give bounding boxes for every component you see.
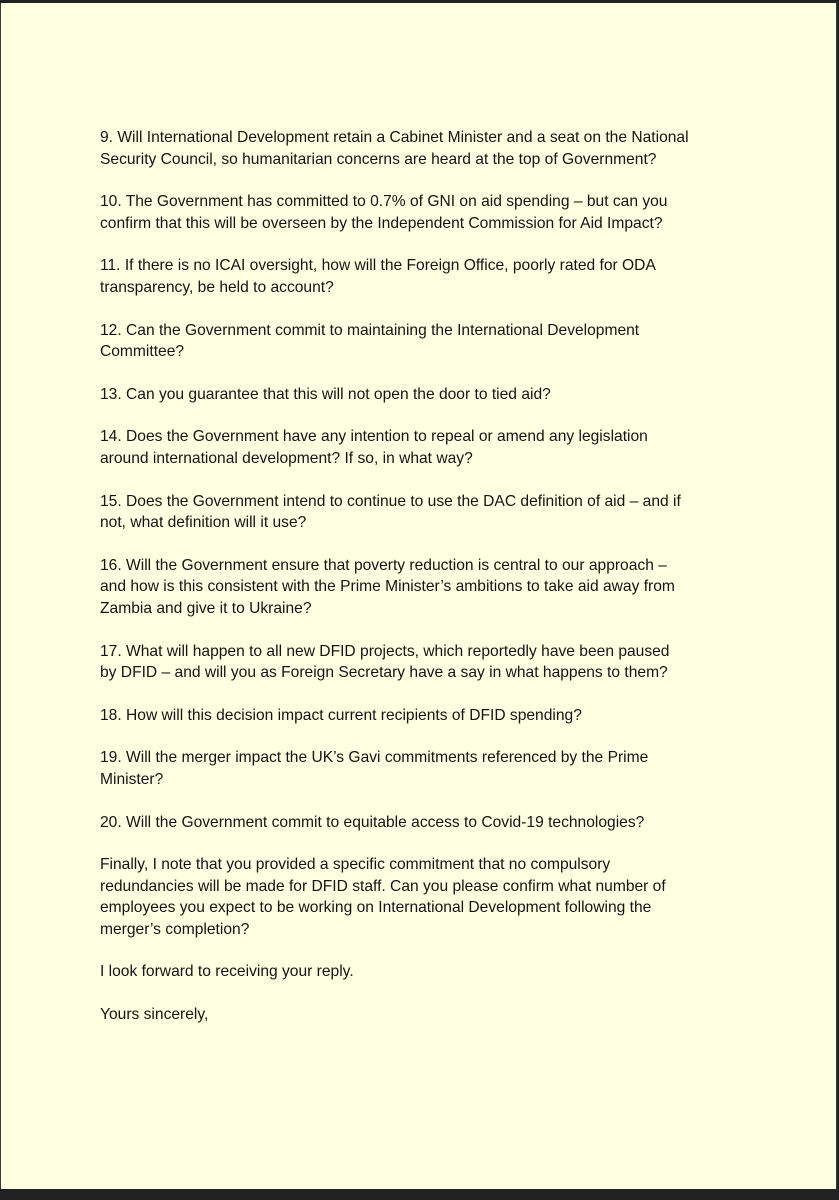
question-12: [100, 320, 780, 363]
text-line: Finally, I note that you provided a specific commitment that no compulsory: [100, 856, 611, 874]
question-20: [100, 812, 780, 834]
text-line: Minister?: [100, 770, 164, 788]
question-17: [100, 641, 780, 684]
question-15: [100, 491, 780, 534]
question-11: [100, 255, 780, 298]
question-19: [100, 747, 780, 790]
text-line: 10. The Government has committed to 0.7% of GNI on aid spending – but can you: [100, 193, 668, 211]
question-9: [100, 127, 780, 170]
text-line: 18. How will this decision impact current recipients of DFID spending?: [100, 706, 582, 724]
text-line: 12. Can the Government commit to maintaining the International Development: [100, 321, 640, 339]
text-line: 15. Does the Government intend to continue to use the DAC definition of aid – and if: [100, 492, 681, 510]
text-line: merger’s completion?: [100, 920, 250, 938]
text-line: 17. What will happen to all new DFID projects, which reportedly have been paused: [100, 642, 670, 660]
text-line: Zambia and give it to Ukraine?: [100, 599, 312, 617]
text-line: redundancies will be made for DFID staff. Can you please confirm what number of: [100, 877, 666, 895]
text-line: confirm that this will be overseen by the Independent Commission for Aid Impact?: [100, 214, 663, 232]
question-18: [100, 705, 780, 727]
reply-request: [100, 961, 780, 983]
text-line: 19. Will the merger impact the UK’s Gavi commitments referenced by the Prime: [100, 749, 649, 767]
text-line: and how is this consistent with the Prime Minister’s ambitions to take aid away from: [100, 578, 675, 596]
bottom-bar: [0, 1189, 839, 1200]
closing-paragraph: [100, 854, 780, 940]
text-line: I look forward to receiving your reply.: [100, 963, 354, 981]
letter-body: [100, 127, 780, 1047]
text-line: Yours sincerely,: [100, 1006, 209, 1024]
text-line: 16. Will the Government ensure that poverty reduction is central to our approach –: [100, 556, 667, 574]
text-line: Committee?: [100, 343, 185, 361]
text-line: 9. Will International Development retain a Cabinet Minister and a seat on the National: [100, 129, 689, 146]
text-line: 20. Will the Government commit to equitable access to Covid-19 technologies?: [100, 813, 645, 831]
text-line: Security Council, so humanitarian concerns are heard at the top of Government?: [100, 150, 657, 168]
text-line: by DFID – and will you as Foreign Secretary have a say in what happens to them?: [100, 664, 668, 681]
text-line: employees you expect to be working on International Development following the: [100, 899, 652, 917]
question-16: [100, 555, 780, 620]
text-line: transparency, be held to account?: [100, 278, 334, 296]
text-line: 14. Does the Government have any intention to repeal or amend any legislation: [100, 428, 648, 446]
text-line: around international development? If so, in what way?: [100, 449, 473, 467]
text-line: 11. If there is no ICAI oversight, how will the Foreign Office, poorly rated for ODA: [100, 257, 656, 275]
document-page: [0, 3, 837, 1189]
text-line: 13. Can you guarantee that this will not open the door to tied aid?: [100, 385, 551, 403]
question-13: [100, 384, 780, 406]
question-10: [100, 191, 780, 234]
text-line: not, what definition will it use?: [100, 514, 307, 532]
sign-off: [100, 1004, 780, 1026]
question-14: [100, 426, 780, 469]
